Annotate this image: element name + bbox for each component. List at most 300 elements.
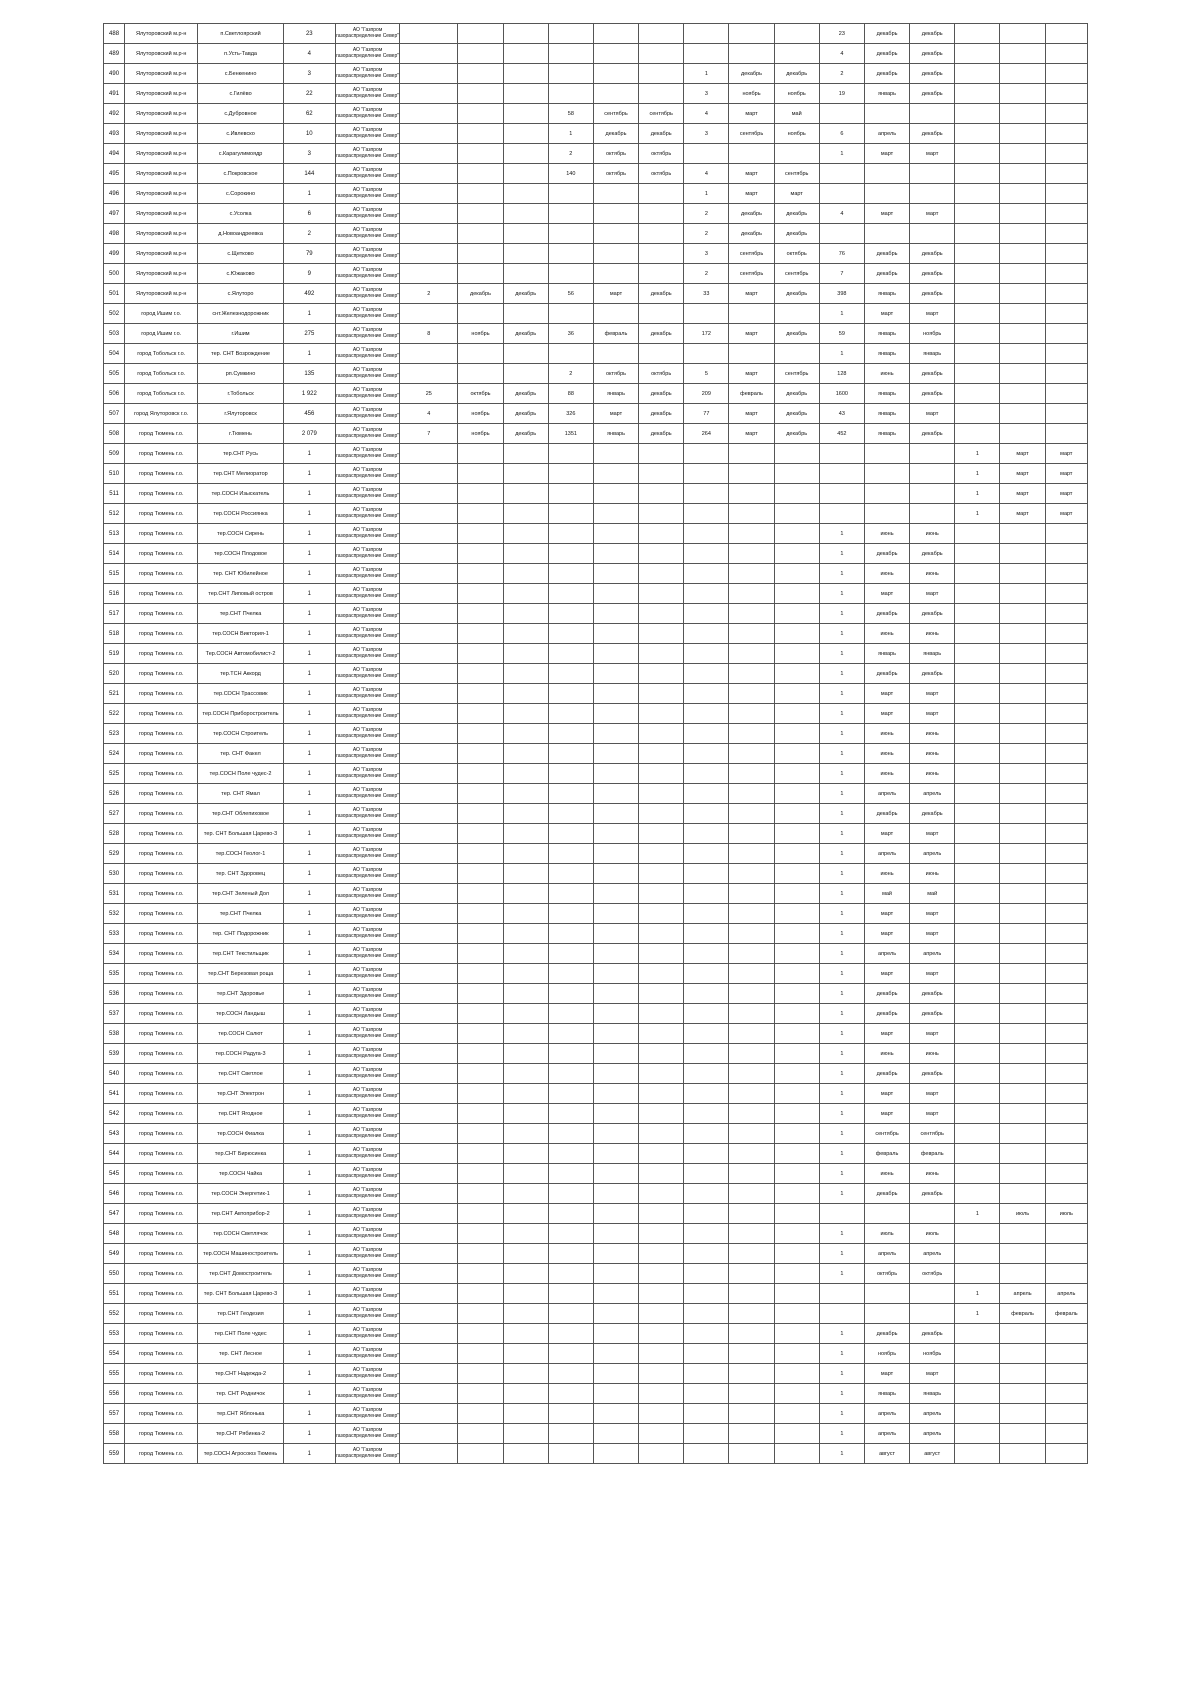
cell-municipality: город Тюмень г.о. <box>125 904 198 924</box>
cell-q4-start: январь <box>864 284 909 304</box>
cell-q4-end: июнь <box>910 1164 955 1184</box>
cell-q5-end <box>1045 584 1087 604</box>
cell-q1-count <box>400 204 458 224</box>
cell-q5-start <box>1000 1404 1045 1424</box>
cell-q5-start: июль <box>1000 1204 1045 1224</box>
cell-q3-end <box>774 644 819 664</box>
cell-q5-end <box>1045 724 1087 744</box>
cell-q2-count <box>548 1084 593 1104</box>
table-row <box>104 1144 1088 1164</box>
cell-q4-start: март <box>864 904 909 924</box>
cell-q3-count <box>684 1224 729 1244</box>
cell-q2-start <box>593 444 638 464</box>
cell-q3-end <box>774 524 819 544</box>
cell-q2-end <box>639 1244 684 1264</box>
cell-q5-count <box>955 824 1000 844</box>
cell-q1-start <box>458 304 503 324</box>
cell-q1-start <box>458 984 503 1004</box>
cell-q1-count <box>400 1364 458 1384</box>
cell-q2-count <box>548 1004 593 1024</box>
cell-q4-count: 1 <box>819 984 864 1004</box>
cell-q5-count <box>955 424 1000 444</box>
cell-q4-count: 1 <box>819 304 864 324</box>
cell-q2-count <box>548 684 593 704</box>
cell-q2-end <box>639 1444 684 1464</box>
cell-organization: АО "Газпром газораспределение Север" <box>335 1224 399 1244</box>
cell-q3-count: 3 <box>684 244 729 264</box>
cell-q3-start <box>729 704 774 724</box>
cell-row-number: 504 <box>104 344 125 364</box>
cell-q4-start <box>864 444 909 464</box>
cell-row-number: 533 <box>104 924 125 944</box>
cell-total-count: 1 922 <box>283 384 335 404</box>
cell-municipality: Ялуторовский м.р-н <box>125 104 198 124</box>
cell-q1-end <box>503 924 548 944</box>
cell-q1-count <box>400 124 458 144</box>
cell-municipality: Ялуторовский м.р-н <box>125 64 198 84</box>
cell-municipality: город Тюмень г.о. <box>125 1104 198 1124</box>
cell-settlement: п.Светлоярский <box>198 24 283 44</box>
table-row <box>104 104 1088 124</box>
cell-municipality: Ялуторовский м.р-н <box>125 144 198 164</box>
table-row <box>104 1224 1088 1244</box>
cell-q4-start: март <box>864 304 909 324</box>
cell-q5-end <box>1045 1264 1087 1284</box>
cell-q4-end: июнь <box>910 564 955 584</box>
cell-q4-count: 1 <box>819 1384 864 1404</box>
cell-q1-count <box>400 524 458 544</box>
cell-q4-count <box>819 464 864 484</box>
cell-q5-start <box>1000 1184 1045 1204</box>
cell-q5-end <box>1045 844 1087 864</box>
cell-q1-end <box>503 664 548 684</box>
cell-q5-start <box>1000 124 1045 144</box>
cell-q4-start: январь <box>864 84 909 104</box>
cell-q4-start: март <box>864 704 909 724</box>
cell-q4-start: январь <box>864 344 909 364</box>
cell-q2-count <box>548 304 593 324</box>
cell-settlement: тер.СНТ Текстильщик <box>198 944 283 964</box>
cell-q3-end: ноябрь <box>774 84 819 104</box>
cell-q1-count <box>400 604 458 624</box>
cell-q5-start <box>1000 984 1045 1004</box>
cell-municipality: город Тюмень г.о. <box>125 944 198 964</box>
cell-q2-count <box>548 584 593 604</box>
cell-q4-start: октябрь <box>864 1264 909 1284</box>
cell-q4-end: март <box>910 684 955 704</box>
cell-q3-count <box>684 924 729 944</box>
cell-organization: АО "Газпром газораспределение Север" <box>335 64 399 84</box>
cell-q3-count: 77 <box>684 404 729 424</box>
cell-q1-count <box>400 504 458 524</box>
cell-q3-start <box>729 44 774 64</box>
cell-organization: АО "Газпром газораспределение Север" <box>335 784 399 804</box>
cell-q4-end: декабрь <box>910 44 955 64</box>
cell-q1-end <box>503 804 548 824</box>
cell-q5-count <box>955 704 1000 724</box>
cell-organization: АО "Газпром газораспределение Север" <box>335 1124 399 1144</box>
cell-q1-end <box>503 64 548 84</box>
cell-q2-end <box>639 84 684 104</box>
cell-total-count: 1 <box>283 704 335 724</box>
cell-q3-count: 172 <box>684 324 729 344</box>
cell-organization: АО "Газпром газораспределение Север" <box>335 1144 399 1164</box>
cell-q3-start <box>729 1064 774 1084</box>
cell-organization: АО "Газпром газораспределение Север" <box>335 824 399 844</box>
cell-row-number: 510 <box>104 464 125 484</box>
cell-settlement: с.Гилёво <box>198 84 283 104</box>
cell-q1-count <box>400 1144 458 1164</box>
cell-q3-start: сентябрь <box>729 264 774 284</box>
cell-q3-start <box>729 664 774 684</box>
cell-q3-end: октябрь <box>774 244 819 264</box>
cell-q2-count <box>548 84 593 104</box>
cell-q1-start: декабрь <box>458 284 503 304</box>
cell-row-number: 509 <box>104 444 125 464</box>
cell-total-count: 1 <box>283 524 335 544</box>
cell-q2-count <box>548 524 593 544</box>
cell-q1-end <box>503 124 548 144</box>
cell-settlement: с.Ивлевско <box>198 124 283 144</box>
cell-q4-end: апрель <box>910 1244 955 1264</box>
cell-q1-start <box>458 364 503 384</box>
cell-q2-count: 58 <box>548 104 593 124</box>
cell-q5-start <box>1000 1144 1045 1164</box>
cell-settlement: тер.СНТ Геодезия <box>198 1304 283 1324</box>
cell-q2-end <box>639 264 684 284</box>
cell-q3-start <box>729 484 774 504</box>
cell-q2-start <box>593 664 638 684</box>
cell-q5-count <box>955 1404 1000 1424</box>
cell-q4-start: июнь <box>864 764 909 784</box>
cell-q2-count <box>548 344 593 364</box>
cell-q3-count: 209 <box>684 384 729 404</box>
cell-q3-start <box>729 1384 774 1404</box>
cell-q2-start <box>593 1184 638 1204</box>
cell-q4-end: март <box>910 204 955 224</box>
cell-row-number: 493 <box>104 124 125 144</box>
cell-q1-count: 7 <box>400 424 458 444</box>
cell-q4-count <box>819 484 864 504</box>
cell-q4-count: 1 <box>819 744 864 764</box>
cell-q5-start <box>1000 844 1045 864</box>
cell-q3-end <box>774 884 819 904</box>
cell-q5-count <box>955 584 1000 604</box>
cell-q1-end <box>503 1264 548 1284</box>
cell-q5-start <box>1000 1444 1045 1464</box>
cell-row-number: 506 <box>104 384 125 404</box>
cell-q2-count <box>548 864 593 884</box>
cell-q3-end <box>774 444 819 464</box>
cell-q1-start <box>458 244 503 264</box>
cell-q4-end: декабрь <box>910 424 955 444</box>
cell-q5-end <box>1045 964 1087 984</box>
cell-row-number: 517 <box>104 604 125 624</box>
cell-q5-count: 1 <box>955 444 1000 464</box>
cell-q5-start <box>1000 1164 1045 1184</box>
cell-q2-count <box>548 1404 593 1424</box>
cell-q2-count <box>548 984 593 1004</box>
cell-q3-start <box>729 1204 774 1224</box>
cell-q5-end <box>1045 1004 1087 1024</box>
cell-municipality: город Тобольск г.о. <box>125 364 198 384</box>
cell-q4-count <box>819 184 864 204</box>
cell-q4-count <box>819 224 864 244</box>
cell-q3-end <box>774 824 819 844</box>
cell-q2-count <box>548 244 593 264</box>
cell-q3-start: март <box>729 164 774 184</box>
cell-settlement: с.Южаково <box>198 264 283 284</box>
cell-q1-end <box>503 224 548 244</box>
cell-q3-end: декабрь <box>774 224 819 244</box>
cell-q1-start <box>458 1004 503 1024</box>
cell-q2-start <box>593 804 638 824</box>
cell-q2-start <box>593 744 638 764</box>
cell-q2-end <box>639 864 684 884</box>
cell-q3-count: 3 <box>684 84 729 104</box>
cell-row-number: 524 <box>104 744 125 764</box>
cell-settlement: тер.СНТ Русь <box>198 444 283 464</box>
table-row <box>104 784 1088 804</box>
cell-q5-end <box>1045 804 1087 824</box>
cell-q2-start <box>593 724 638 744</box>
cell-total-count: 1 <box>283 1084 335 1104</box>
cell-q1-count <box>400 364 458 384</box>
cell-q5-count <box>955 184 1000 204</box>
cell-q3-start <box>729 964 774 984</box>
table-row <box>104 1384 1088 1404</box>
cell-q4-start: январь <box>864 404 909 424</box>
cell-q1-end <box>503 1244 548 1264</box>
cell-q3-end <box>774 844 819 864</box>
cell-q2-end <box>639 744 684 764</box>
cell-q3-count <box>684 1064 729 1084</box>
cell-q5-end <box>1045 24 1087 44</box>
cell-q1-count <box>400 544 458 564</box>
cell-q1-end: декабрь <box>503 284 548 304</box>
cell-q2-count <box>548 644 593 664</box>
cell-q2-start <box>593 264 638 284</box>
cell-q2-count <box>548 764 593 784</box>
cell-row-number: 520 <box>104 664 125 684</box>
cell-q2-start <box>593 1364 638 1384</box>
cell-q2-start: октябрь <box>593 364 638 384</box>
cell-q5-start <box>1000 1424 1045 1444</box>
table-row <box>104 1404 1088 1424</box>
cell-q2-end <box>639 464 684 484</box>
cell-q4-start: декабрь <box>864 64 909 84</box>
cell-municipality: город Тюмень г.о. <box>125 1064 198 1084</box>
cell-q5-count <box>955 884 1000 904</box>
cell-q3-count: 3 <box>684 124 729 144</box>
cell-organization: АО "Газпром газораспределение Север" <box>335 244 399 264</box>
cell-q5-count <box>955 1444 1000 1464</box>
cell-q2-start: март <box>593 284 638 304</box>
table-row <box>104 444 1088 464</box>
cell-q4-end: декабрь <box>910 364 955 384</box>
cell-q4-end: декабрь <box>910 284 955 304</box>
cell-q4-start: апрель <box>864 944 909 964</box>
cell-municipality: город Тюмень г.о. <box>125 1384 198 1404</box>
cell-row-number: 490 <box>104 64 125 84</box>
cell-q4-end: апрель <box>910 784 955 804</box>
cell-q4-end: апрель <box>910 844 955 864</box>
cell-q1-count <box>400 864 458 884</box>
cell-q3-count <box>684 1144 729 1164</box>
cell-q1-end <box>503 364 548 384</box>
cell-q2-start <box>593 844 638 864</box>
cell-q2-start <box>593 964 638 984</box>
cell-q3-start: март <box>729 364 774 384</box>
cell-settlement: тер.СОСН Изыскатель <box>198 484 283 504</box>
cell-q2-end <box>639 1384 684 1404</box>
cell-organization: АО "Газпром газораспределение Север" <box>335 1404 399 1424</box>
cell-q2-end <box>639 1084 684 1104</box>
cell-q1-count <box>400 224 458 244</box>
cell-total-count: 1 <box>283 504 335 524</box>
cell-q2-count <box>548 564 593 584</box>
cell-q2-count <box>548 944 593 964</box>
cell-q3-count <box>684 1004 729 1024</box>
cell-settlement: тер.СНТ Пчелка <box>198 604 283 624</box>
cell-q3-count <box>684 1164 729 1184</box>
cell-q5-start: март <box>1000 504 1045 524</box>
cell-q2-start <box>593 584 638 604</box>
cell-q5-count <box>955 384 1000 404</box>
cell-q3-start: март <box>729 324 774 344</box>
cell-q5-count <box>955 644 1000 664</box>
cell-q2-count <box>548 1204 593 1224</box>
cell-q1-count <box>400 1304 458 1324</box>
cell-q3-end: декабрь <box>774 284 819 304</box>
cell-q2-end <box>639 1004 684 1024</box>
cell-q4-start: апрель <box>864 784 909 804</box>
cell-q3-end <box>774 1104 819 1124</box>
cell-total-count: 1 <box>283 1144 335 1164</box>
cell-q2-start <box>593 1444 638 1464</box>
cell-q5-end <box>1045 1244 1087 1264</box>
cell-row-number: 535 <box>104 964 125 984</box>
cell-q4-count: 1 <box>819 884 864 904</box>
cell-q3-start: март <box>729 404 774 424</box>
cell-q5-start <box>1000 944 1045 964</box>
cell-q4-start: июнь <box>864 524 909 544</box>
cell-settlement: г.Ишим <box>198 324 283 344</box>
cell-organization: АО "Газпром газораспределение Север" <box>335 1164 399 1184</box>
cell-municipality: Ялуторовский м.р-н <box>125 184 198 204</box>
cell-q3-count <box>684 624 729 644</box>
cell-organization: АО "Газпром газораспределение Север" <box>335 864 399 884</box>
cell-q5-start <box>1000 144 1045 164</box>
cell-settlement: г.Тобольск <box>198 384 283 404</box>
cell-q4-end <box>910 224 955 244</box>
cell-q5-count <box>955 844 1000 864</box>
cell-q3-end: сентябрь <box>774 264 819 284</box>
cell-q5-end <box>1045 1224 1087 1244</box>
table-row <box>104 24 1088 44</box>
cell-municipality: город Тюмень г.о. <box>125 964 198 984</box>
cell-q3-end <box>774 924 819 944</box>
cell-q4-end <box>910 1304 955 1324</box>
cell-q4-count: 1 <box>819 564 864 584</box>
cell-q5-count <box>955 1024 1000 1044</box>
cell-q1-start: ноябрь <box>458 404 503 424</box>
cell-settlement: Тер.СОСН Автомобилист-2 <box>198 644 283 664</box>
cell-q2-end <box>639 644 684 664</box>
cell-q1-count <box>400 1224 458 1244</box>
cell-total-count: 79 <box>283 244 335 264</box>
cell-q5-end <box>1045 1044 1087 1064</box>
cell-settlement: тер. СНТ Подорожник <box>198 924 283 944</box>
cell-q2-count <box>548 264 593 284</box>
cell-q4-start: март <box>864 824 909 844</box>
cell-q4-count <box>819 1204 864 1224</box>
cell-q1-count <box>400 1244 458 1264</box>
cell-q5-end <box>1045 564 1087 584</box>
cell-q1-count <box>400 1284 458 1304</box>
cell-q1-end <box>503 1224 548 1244</box>
cell-municipality: город Ишим г.о. <box>125 304 198 324</box>
cell-q5-count <box>955 124 1000 144</box>
cell-row-number: 526 <box>104 784 125 804</box>
cell-municipality: Ялуторовский м.р-н <box>125 224 198 244</box>
cell-q4-start: июнь <box>864 624 909 644</box>
cell-organization: АО "Газпром газораспределение Север" <box>335 264 399 284</box>
cell-organization: АО "Газпром газораспределение Север" <box>335 724 399 744</box>
cell-q2-end <box>639 1024 684 1044</box>
cell-q4-start: март <box>864 964 909 984</box>
cell-q4-count: 1 <box>819 664 864 684</box>
cell-q2-start <box>593 1064 638 1084</box>
cell-q3-start <box>729 604 774 624</box>
cell-q1-start: ноябрь <box>458 424 503 444</box>
cell-q2-count <box>548 904 593 924</box>
cell-q1-start <box>458 764 503 784</box>
cell-q3-start <box>729 1184 774 1204</box>
table-row <box>104 404 1088 424</box>
cell-q5-start <box>1000 1064 1045 1084</box>
cell-q5-start <box>1000 544 1045 564</box>
cell-settlement: с.Карагулимоядр <box>198 144 283 164</box>
cell-settlement: тер.СОСН Сирень <box>198 524 283 544</box>
cell-q3-start <box>729 724 774 744</box>
cell-total-count: 1 <box>283 464 335 484</box>
cell-q1-start <box>458 864 503 884</box>
cell-q1-end <box>503 44 548 64</box>
cell-q1-end <box>503 864 548 884</box>
cell-q2-start <box>593 1124 638 1144</box>
cell-q3-end <box>774 484 819 504</box>
cell-q1-end <box>503 624 548 644</box>
cell-q3-start <box>729 1364 774 1384</box>
cell-q5-start <box>1000 604 1045 624</box>
cell-q2-count: 2 <box>548 144 593 164</box>
table-row <box>104 1344 1088 1364</box>
cell-municipality: город Тюмень г.о. <box>125 1184 198 1204</box>
cell-q4-end: ноябрь <box>910 1344 955 1364</box>
cell-q5-count <box>955 64 1000 84</box>
cell-q1-end <box>503 304 548 324</box>
cell-total-count: 1 <box>283 1164 335 1184</box>
cell-q1-count: 25 <box>400 384 458 404</box>
cell-q4-start: декабрь <box>864 24 909 44</box>
cell-q5-end <box>1045 924 1087 944</box>
cell-q3-start <box>729 744 774 764</box>
cell-q1-end: декабрь <box>503 384 548 404</box>
cell-q5-count <box>955 1064 1000 1084</box>
cell-q5-end <box>1045 824 1087 844</box>
cell-row-number: 501 <box>104 284 125 304</box>
